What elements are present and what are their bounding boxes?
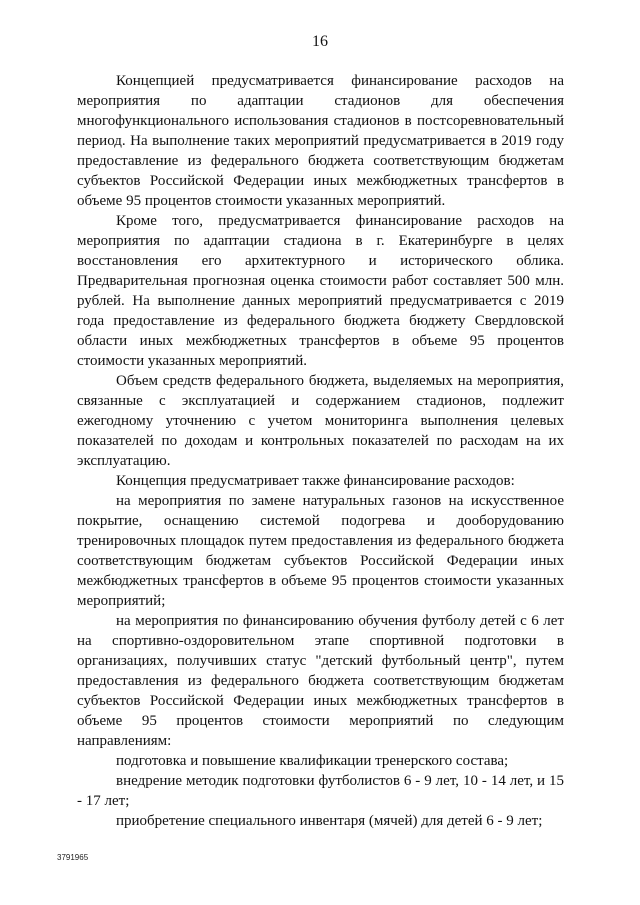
page-number: 16 <box>312 33 328 50</box>
paragraph-concept-stadium-adaptation: Концепцией предусматривается финансирование расходов на мероприятия по адаптации стадионов для обеспечения многофункционального использования стадионов в постсоревновательный период. На выполнение таких мероприятий предусматривается в 2019 году предоставление из федерального бюджета соответствующим бюджетам субъектов Российской Федерации иных межбюджетных трансфертов в объеме 95 процентов стоимости указанных мероприятий. <box>77 73 564 209</box>
paragraph-football-training-children: на мероприятия по финансированию обучения футболу детей с 6 лет на спортивно-оздоровительном этапе спортивной подготовки в организациях, получивших статус "детский футбольный центр", путем предоставления из федерального бюджета соответствующим бюджетам субъектов Российской Федерации иных межбюджетных трансфертов в объеме 95 процентов стоимости мероприятий по следующим направлениям: <box>77 613 564 749</box>
paragraph-coach-training: подготовка и повышение квалификации тренерского состава; <box>116 753 509 769</box>
paragraph-equipment-purchase: приобретение специального инвентаря (мячей) для детей 6 - 9 лет; <box>116 813 543 829</box>
paragraph-methods-implementation: внедрение методик подготовки футболистов 6 - 9 лет, 10 - 14 лет, и 15 - 17 лет; <box>77 773 564 809</box>
paragraph-ekaterinburg-stadium: Кроме того, предусматривается финансирование расходов на мероприятия по адаптации стадиона в г. Екатеринбурге в целях восстановления его архитектурного и исторического облика. Предварительная прогнозная оценка стоимости работ составляет 500 млн. рублей. На выполнение данных мероприятий предусматривается с 2019 года предоставление из федерального бюджета бюджету Свердловской области иных межбюджетных трансфертов в объеме 95 процентов стоимости указанных мероприятий. <box>77 213 564 369</box>
paragraph-concept-also-finances: Концепция предусматривает также финансирование расходов: <box>116 473 515 489</box>
document-code: 3791965 <box>57 853 89 862</box>
paragraph-budget-volume: Объем средств федерального бюджета, выделяемых на мероприятия, связанные с эксплуатацией и содержанием стадионов, подлежит ежегодному уточнению с учетом мониторинга выполнения целевых показателей по доходам и контрольных показателей по расходам на их эксплуатацию. <box>77 373 564 469</box>
paragraph-lawn-replacement: на мероприятия по замене натуральных газонов на искусственное покрытие, оснащению системой подогрева и дооборудованию тренировочных площадок путем предоставления из федерального бюджета соответствующим бюджетам субъектов Российской Федерации иных межбюджетных трансфертов в объеме 95 процентов стоимости указанных мероприятий; <box>77 493 564 609</box>
document-body <box>77 71 564 831</box>
